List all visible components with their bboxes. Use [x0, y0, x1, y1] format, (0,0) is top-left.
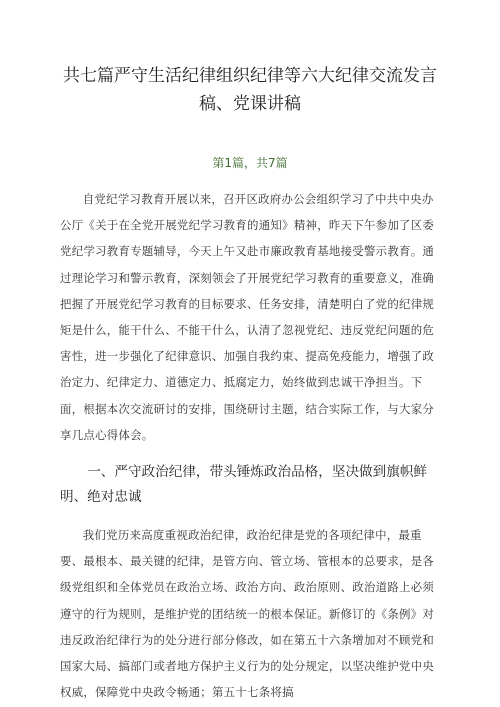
- section-1-paragraph: 我们党历来高度重视政治纪律，政治纪律是党的各项纪律中，最重要、最根本、最关键的纪律，是管方向、管立场、管根本的总要求，是各级党组织和全体党员在政治立场、政治方向、政治原则、政治道路上必须遵守的行为规则，是维护党的团结统一的根本保证。新修订的《条例》对违反政治纪律行为的处分进行部分修改，如在第五十六条增加对不顾党和国家大局、搞部门或者地方保护主义行为的处分规定，以坚决维护党中央权威，保障党中央政令畅通；第五十七条将搞: [60, 528, 435, 700]
- section-heading-1: 一、严守政治纪律，带头锤炼政治品格，坚决做到旗帜鲜明、绝对忠诚: [60, 464, 428, 506]
- document-title-line-1: 共七篇严守生活纪律组织纪律等六大纪律交流发言: [63, 66, 437, 86]
- document-title-line-2: 稿、党课讲稿: [199, 94, 301, 114]
- document-title: [60, 0, 440, 118]
- part-label: 第1篇，共7篇: [212, 156, 288, 170]
- intro-paragraph: 自党纪学习教育开展以来，召开区政府办公会组织学习了中共中央办公厅《关于在全党开展党纪学习教育的通知》精神，昨天下午参加了区委党纪学习教育专题辅导，今天上午又赴市廉政教育基地接受警示教育。通过理论学习和警示教育，深刻领会了开展党纪学习教育的重要意义，准确把握了开展党纪学习教育的目标要求、任务安排，清楚明白了党的纪律规矩是什么，能干什么、不能干什么，认清了忽视党纪、违反党纪问题的危害性，进一步强化了纪律意识、加强自我约束、提高免疫能力，增强了政治定力、纪律定力、道德定力、抵腐定力，始终做到忠诚干净担当。下面，根据本次交流研讨的安排，围绕研讨主题，结合实际工作，与大家分享几点心得体会。: [60, 192, 435, 442]
